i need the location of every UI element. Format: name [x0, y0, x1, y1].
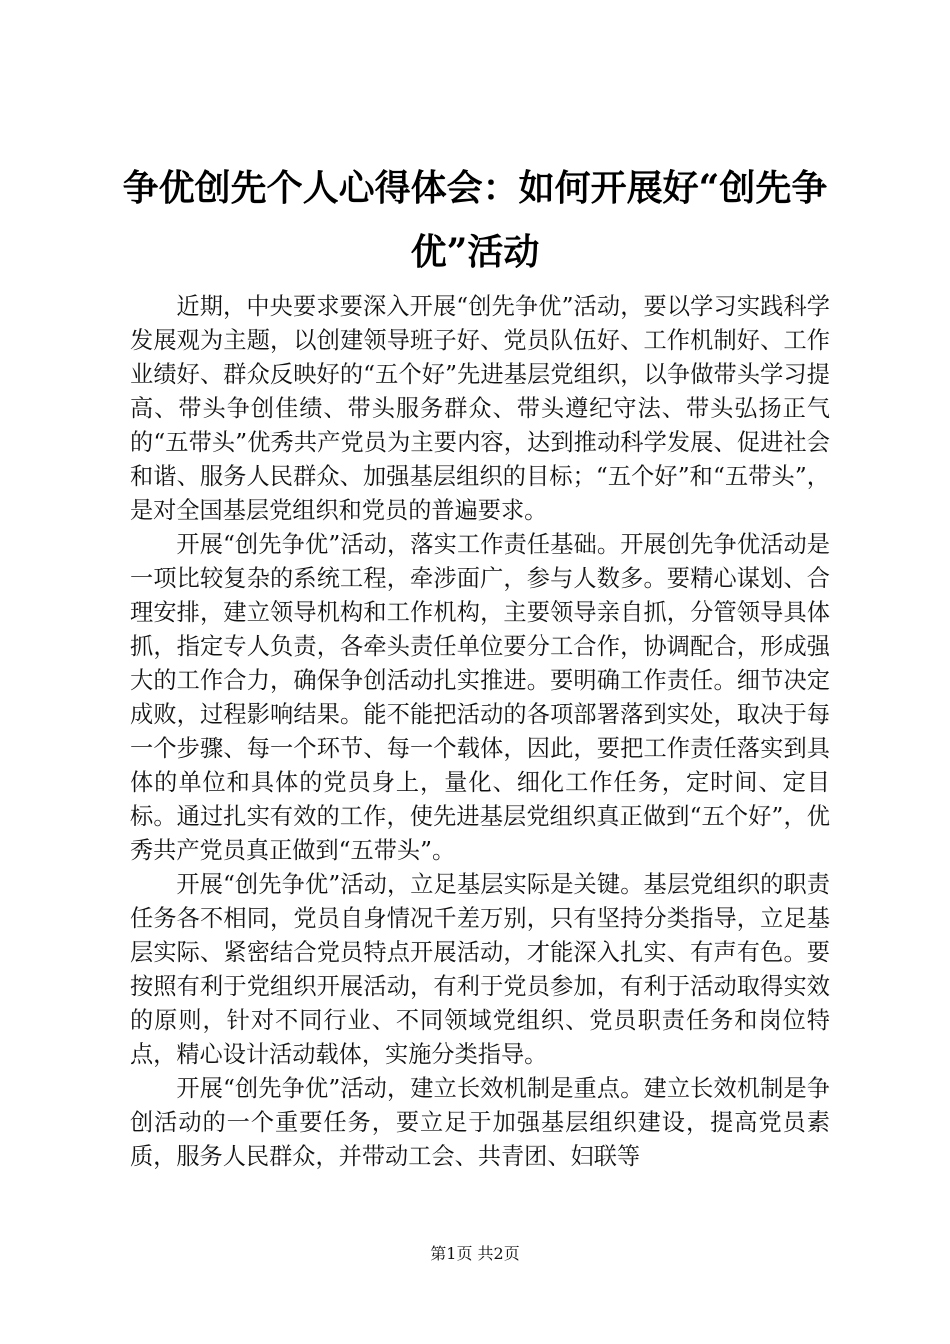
document-title: 争优创先个人心得体会：如何开展好“创先争优”活动 [122, 167, 828, 273]
document-body [130, 290, 830, 1174]
paragraph-4: 开展“创先争优”活动，建立长效机制是重点。建立长效机制是争创活动的一个重要任务，要立足于加强基层组织建设，提高党员素质，服务人民群众，并带动工会、共青团、妇联等 [130, 1075, 830, 1170]
page-footer: 第1页 共2页 [430, 1244, 520, 1263]
paragraph-2: 开展“创先争优”活动，落实工作责任基础。开展创先争优活动是一项比较复杂的系统工程，牵涉面广，参与人数多。要精心谋划、合理安排，建立领导机构和工作机构，主要领导亲自抓，分管领导具体抓，指定专人负责，各牵头责任单位要分工合作，协调配合，形成强大的工作合力，确保争创活动扎实推进。要明确工作责任。细节决定成败，过程影响结果。能不能把活动的各项部署落到实处，取决于每一个步骤、每一个环节、每一个载体，因此，要把工作责任落实到具体的单位和具体的党员身上，量化、细化工作任务，定时间、定目标。通过扎实有效的工作，使先进基层党组织真正做到“五个好”，优秀共产党员真正做到“五带头”。 [130, 531, 830, 864]
paragraph-3: 开展“创先争优”活动，立足基层实际是关键。基层党组织的职责任务各不相同，党员自身情况千差万别，只有坚持分类指导，立足基层实际、紧密结合党员特点开展活动，才能深入扎实、有声有色。要按照有利于党组织开展活动，有利于党员参加，有利于活动取得实效的原则，针对不同行业、不同领域党组织、党员职责任务和岗位特点，精心设计活动载体，实施分类指导。 [130, 871, 830, 1068]
paragraph-1: 近期，中央要求要深入开展“创先争优”活动，要以学习实践科学发展观为主题，以创建领导班子好、党员队伍好、工作机制好、工作业绩好、群众反映好的“五个好”先进基层党组织，以争做带头学习提高、带头争创佳绩、带头服务群众、带头遵纪守法、带头弘扬正气的“五带头”优秀共产党员为主要内容，达到推动科学发展、促进社会和谐、服务人民群众、加强基层组织的目标；“五个好”和“五带头”，是对全国基层党组织和党员的普遍要求。 [130, 293, 830, 524]
